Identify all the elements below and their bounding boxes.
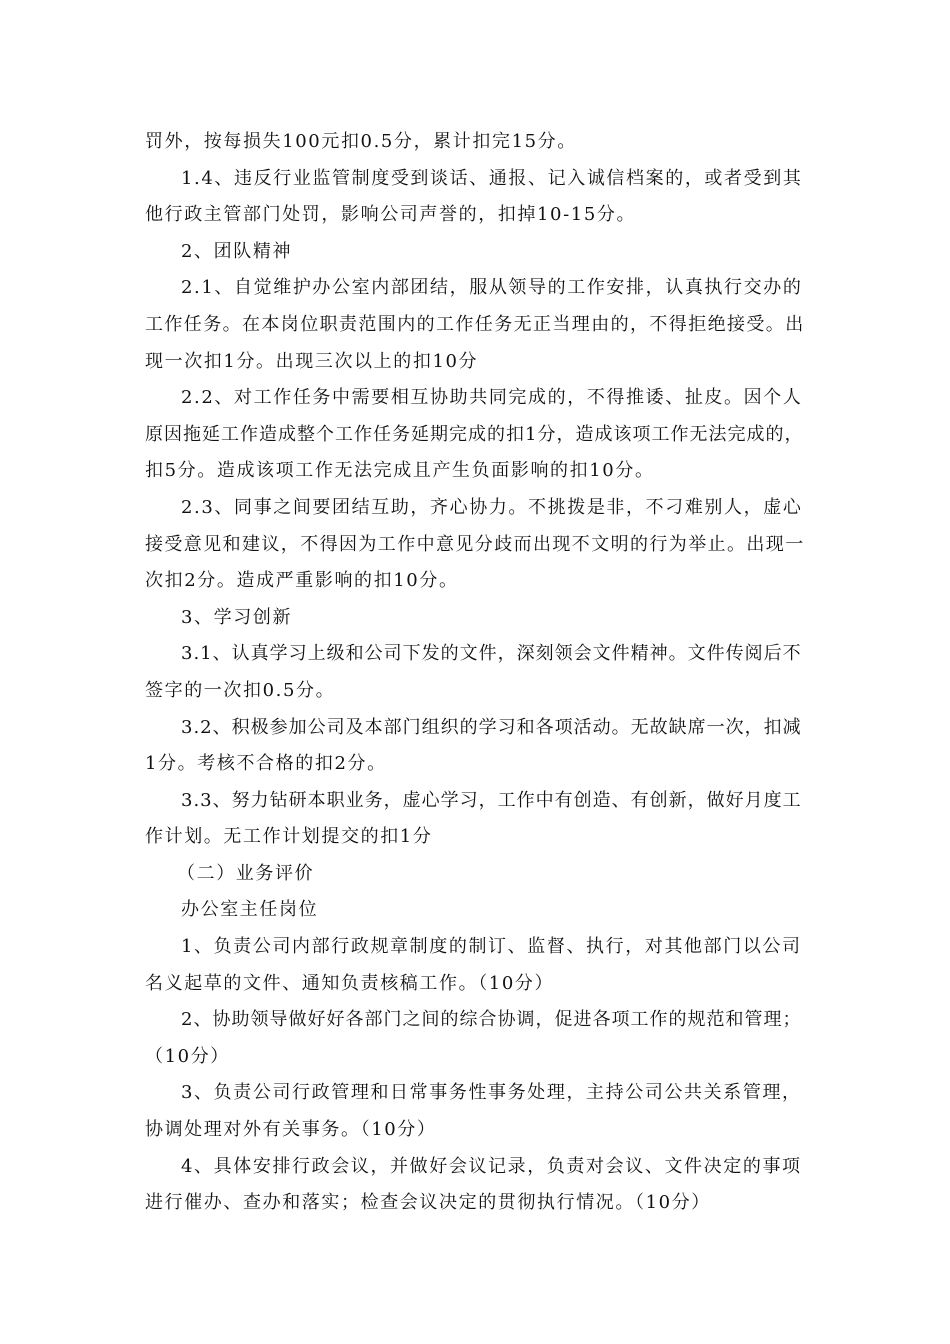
text-line: 3.3、努力钻研本职业务，虚心学习，工作中有创造、有创新，做好月度工 — [181, 789, 802, 811]
section-heading: （二）业务评价 — [177, 862, 315, 884]
text-line: （10分） — [145, 1045, 230, 1067]
text-line: 接受意见和建议，不得因为工作中意见分歧而出现不文明的行为举止。出现一 — [145, 533, 805, 555]
text-line: 名义起草的文件、通知负责核稿工作。（10分） — [145, 972, 555, 994]
text-line: 他行政主管部门处罚，影响公司声誉的，扣掉10-15分。 — [145, 204, 637, 226]
text-line: 现一次扣1分。出现三次以上的扣10分 — [145, 350, 479, 372]
text-line: 2、协助领导做好好各部门之间的综合协调，促进各项工作的规范和管理； — [181, 1009, 802, 1031]
text-line: 工作任务。在本岗位职责范围内的工作任务无正当理由的，不得拒绝接受。出 — [145, 313, 805, 335]
text-line: 次扣2分。造成严重影响的扣10分。 — [145, 570, 459, 592]
section-heading: 3、学习创新 — [181, 606, 293, 628]
text-line: 协调处理对外有关事务。（10分） — [145, 1119, 437, 1141]
text-line: 1、负责公司内部行政规章制度的制订、监督、执行，对其他部门以公司 — [181, 936, 802, 958]
text-line: 1分。考核不合格的扣2分。 — [145, 753, 387, 775]
text-line: 扣5分。造成该项工作无法完成且产生负面影响的扣10分。 — [145, 460, 655, 482]
text-line: 作计划。无工作计划提交的扣1分 — [145, 826, 433, 848]
text-line: 原因拖延工作造成整个工作任务延期完成的扣1分，造成该项工作无法完成的， — [145, 423, 804, 445]
text-line: 2.2、对工作任务中需要相互协助共同完成的，不得推诿、扯皮。因个人 — [181, 387, 803, 409]
text-line: 3.2、积极参加公司及本部门组织的学习和各项活动。无故缺席一次，扣减 — [181, 716, 802, 738]
text-line: 1.4、违反行业监管制度受到谈话、通报、记入诚信档案的，或者受到其 — [181, 167, 803, 189]
text-line: 3、负责公司行政管理和日常事务性事务处理，主持公司公共关系管理， — [181, 1082, 802, 1104]
text-line: 签字的一次扣0.5分。 — [145, 679, 336, 701]
section-heading: 2、团队精神 — [181, 240, 293, 262]
text-line: 2.1、自觉维护办公室内部团结，服从领导的工作安排，认真执行交办的 — [181, 277, 803, 299]
text-line: 3.1、认真学习上级和公司下发的文件，深刻领会文件精神。文件传阅后不 — [181, 643, 802, 665]
text-line: 罚外，按每损失100元扣0.5分，累计扣完15分。 — [145, 131, 577, 152]
document-body — [145, 124, 805, 1222]
subsection-heading: 办公室主任岗位 — [181, 899, 319, 921]
text-line: 2.3、同事之间要团结互助，齐心协力。不挑拨是非，不刁难别人，虚心 — [181, 496, 803, 518]
text-line: 进行催办、查办和落实；检查会议决定的贯彻执行情况。（10分） — [145, 1192, 711, 1214]
text-line: 4、具体安排行政会议，并做好会议记录，负责对会议、文件决定的事项 — [181, 1155, 802, 1177]
